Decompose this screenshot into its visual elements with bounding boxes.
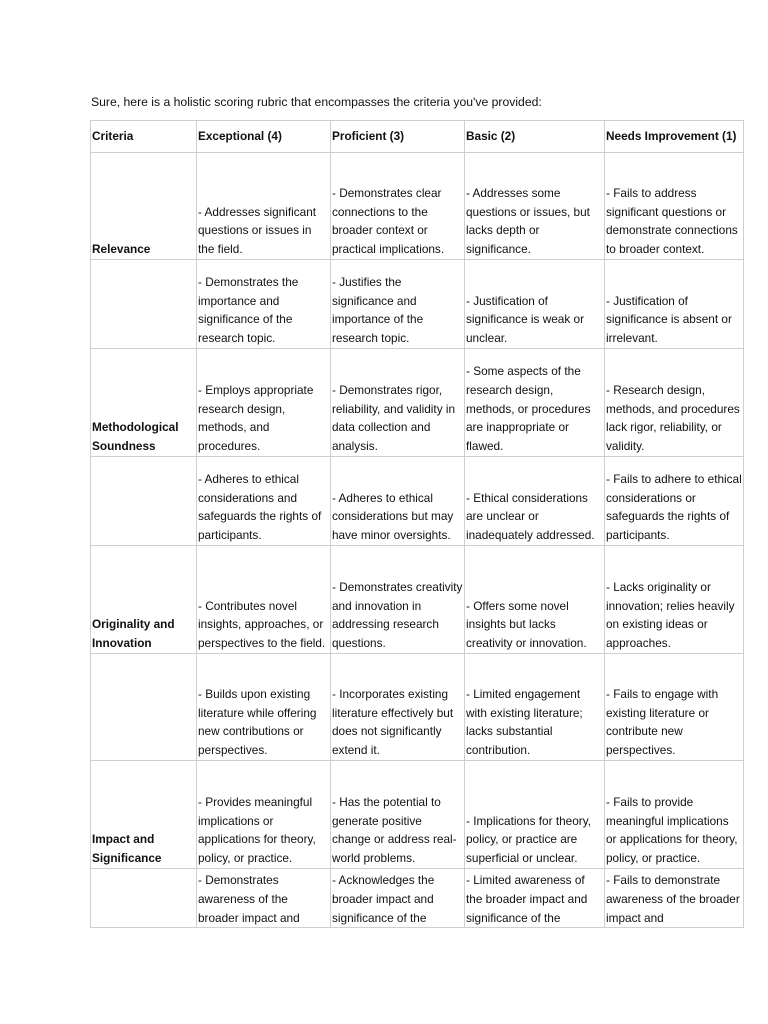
- criteria-cell: Originality and Innovation: [91, 546, 197, 654]
- table-cell: - Contributes novel insights, approaches, or perspectives to the field.: [197, 546, 331, 654]
- table-cell: - Research design, methods, and procedures lack rigor, reliability, or validity.: [605, 349, 744, 457]
- criteria-cell: [91, 260, 197, 349]
- table-cell: - Demonstrates creativity and innovation in addressing research questions.: [331, 546, 465, 654]
- table-cell: - Addresses some questions or issues, but lacks depth or significance.: [465, 153, 605, 260]
- table-cell: - Demonstrates the importance and significance of the research topic.: [197, 260, 331, 349]
- table-cell: - Lacks originality or innovation; relies heavily on existing ideas or approaches.: [605, 546, 744, 654]
- header-needs-improvement: Needs Improvement (1): [605, 121, 744, 153]
- criteria-cell: [91, 869, 197, 928]
- table-cell: - Has the potential to generate positive change or address real-world problems.: [331, 761, 465, 869]
- header-row: [91, 121, 744, 153]
- table-row: [91, 349, 744, 457]
- header-criteria: Criteria: [91, 121, 197, 153]
- table-cell: - Fails to provide meaningful implications or applications for theory, policy, or practice.: [605, 761, 744, 869]
- table-row: [91, 546, 744, 654]
- table-cell: - Justification of significance is absent or irrelevant.: [605, 260, 744, 349]
- table-cell: - Adheres to ethical considerations and safeguards the rights of participants.: [197, 457, 331, 546]
- table-cell: - Fails to address significant questions or demonstrate connections to broader context.: [605, 153, 744, 260]
- table-cell: - Builds upon existing literature while offering new contributions or perspectives.: [197, 654, 331, 761]
- table-cell: - Employs appropriate research design, methods, and procedures.: [197, 349, 331, 457]
- table-cell: - Provides meaningful implications or applications for theory, policy, or practice.: [197, 761, 331, 869]
- criteria-cell: [91, 457, 197, 546]
- table-cell: - Adheres to ethical considerations but may have minor oversights.: [331, 457, 465, 546]
- table-cell: - Some aspects of the research design, methods, or procedures are inappropriate or flawed.: [465, 349, 605, 457]
- table-row: [91, 260, 744, 349]
- header-exceptional: Exceptional (4): [197, 121, 331, 153]
- table-row: [91, 761, 744, 869]
- rubric-table: [90, 120, 744, 928]
- table-row: [91, 869, 744, 928]
- table-cell: - Fails to demonstrate awareness of the broader impact and: [605, 869, 744, 928]
- table-cell: - Ethical considerations are unclear or inadequately addressed.: [465, 457, 605, 546]
- table-cell: - Demonstrates clear connections to the broader context or practical implications.: [331, 153, 465, 260]
- table-row: [91, 457, 744, 546]
- table-row: [91, 153, 744, 260]
- table-cell: - Incorporates existing literature effectively but does not significantly extend it.: [331, 654, 465, 761]
- table-cell: - Acknowledges the broader impact and significance of the: [331, 869, 465, 928]
- criteria-cell: Methodological Soundness: [91, 349, 197, 457]
- table-cell: - Justification of significance is weak or unclear.: [465, 260, 605, 349]
- table-cell: - Justifies the significance and importance of the research topic.: [331, 260, 465, 349]
- criteria-cell: Relevance: [91, 153, 197, 260]
- criteria-cell: [91, 654, 197, 761]
- table-cell: - Demonstrates awareness of the broader impact and: [197, 869, 331, 928]
- table-cell: - Demonstrates rigor, reliability, and validity in data collection and analysis.: [331, 349, 465, 457]
- table-cell: - Addresses significant questions or issues in the field.: [197, 153, 331, 260]
- table-cell: - Implications for theory, policy, or practice are superficial or unclear.: [465, 761, 605, 869]
- table-cell: - Limited engagement with existing literature; lacks substantial contribution.: [465, 654, 605, 761]
- table-cell: - Fails to engage with existing literature or contribute new perspectives.: [605, 654, 744, 761]
- table-cell: - Fails to adhere to ethical considerations or safeguards the rights of participants.: [605, 457, 744, 546]
- table-row: [91, 654, 744, 761]
- table-cell: - Limited awareness of the broader impact and significance of the: [465, 869, 605, 928]
- table-cell: - Offers some novel insights but lacks creativity or innovation.: [465, 546, 605, 654]
- criteria-cell: Impact and Significance: [91, 761, 197, 869]
- intro-text: Sure, here is a holistic scoring rubric that encompasses the criteria you've provided:: [91, 95, 542, 109]
- header-basic: Basic (2): [465, 121, 605, 153]
- header-proficient: Proficient (3): [331, 121, 465, 153]
